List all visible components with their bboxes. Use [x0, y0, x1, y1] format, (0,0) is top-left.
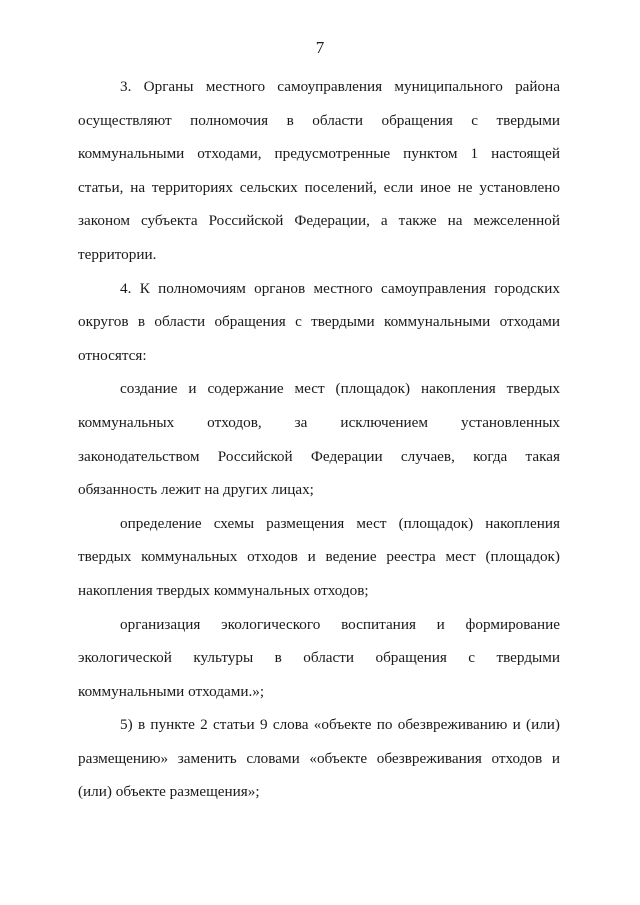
document-body: [78, 70, 560, 809]
page-number: 7: [315, 38, 325, 57]
list-item-creation: создание и содержание мест (площадок) накопления твердых коммунальных отходов, за исключением установленных законодательством Российской Федерации случаев, когда такая обязанность лежит на других лицах;: [78, 380, 560, 499]
list-item-education: организация экологического воспитания и формирование экологической культуры в области обращения с твердыми коммунальными отходами.»;: [78, 615, 560, 700]
paragraph-3: 3. Органы местного самоуправления муниципального района осуществляют полномочия в области обращения с твердыми коммунальными отходами, предусмотренные пунктом 1 настоящей статьи, на территориях сельских поселений, если иное не установлено законом субъекта Российской Федерации, а также на межселенной территории.: [78, 78, 560, 263]
paragraph-5: 5) в пункте 2 статьи 9 слова «объекте по обезвреживанию и (или) размещению» заменить словами «объекте обезвреживания отходов и (или) объекте размещения»;: [78, 716, 560, 801]
list-item-scheme: определение схемы размещения мест (площадок) накопления твердых коммунальных отходов и ведение реестра мест (площадок) накопления твердых коммунальных отходов;: [78, 514, 560, 599]
paragraph-4: 4. К полномочиям органов местного самоуправления городских округов в области обращения с твердыми коммунальными отходами относятся:: [78, 279, 560, 364]
